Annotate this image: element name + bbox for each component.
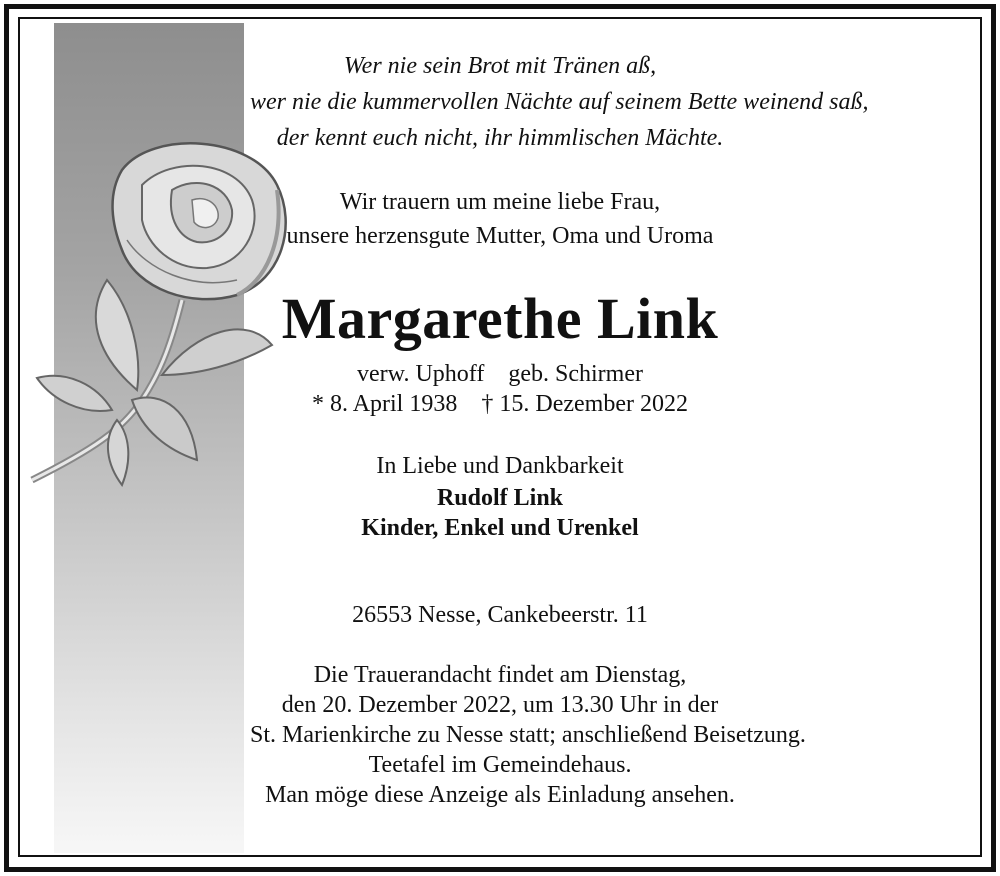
birth-date: * 8. April 1938 xyxy=(312,391,458,417)
poem-line: der kennt euch nicht, ihr himmlischen Mächte. xyxy=(276,125,724,151)
mourner-line: Rudolf Link xyxy=(436,485,564,511)
deceased-details xyxy=(250,359,750,419)
intro xyxy=(250,185,750,253)
poem xyxy=(250,48,869,156)
deceased-name: Margarethe Link xyxy=(281,286,719,351)
service-line: Die Trauerandacht findet am Dienstag, xyxy=(313,662,687,688)
address: 26553 Nesse, Cankebeerstr. 11 xyxy=(352,602,648,628)
service-line: Teetafel im Gemeindehaus. xyxy=(368,752,632,778)
poem-line: wer nie die kummervollen Nächte auf seinem Bette weinend saß, xyxy=(250,89,869,115)
maiden-name: geb. Schirmer xyxy=(508,361,643,387)
poem-line: Wer nie sein Brot mit Tränen aß, xyxy=(343,53,657,79)
death-date: † 15. Dezember 2022 xyxy=(481,391,688,417)
service-line: den 20. Dezember 2022, um 13.30 Uhr in der xyxy=(281,692,719,718)
obituary-text xyxy=(250,48,869,810)
mourners xyxy=(250,483,750,543)
intro-line: Wir trauern um meine liebe Frau, xyxy=(339,189,661,215)
service-line: Man möge diese Anzeige als Einladung ansehen. xyxy=(265,782,735,808)
mourner-line: Kinder, Enkel und Urenkel xyxy=(361,515,639,541)
widowed-name: verw. Uphoff xyxy=(357,361,485,387)
service-info xyxy=(250,660,806,810)
service-line: St. Marienkirche zu Nesse statt; anschließend Beisetzung. xyxy=(250,722,806,748)
intro-line: unsere herzensgute Mutter, Oma und Uroma xyxy=(286,223,714,249)
thanks-line: In Liebe und Dankbarkeit xyxy=(376,453,624,479)
